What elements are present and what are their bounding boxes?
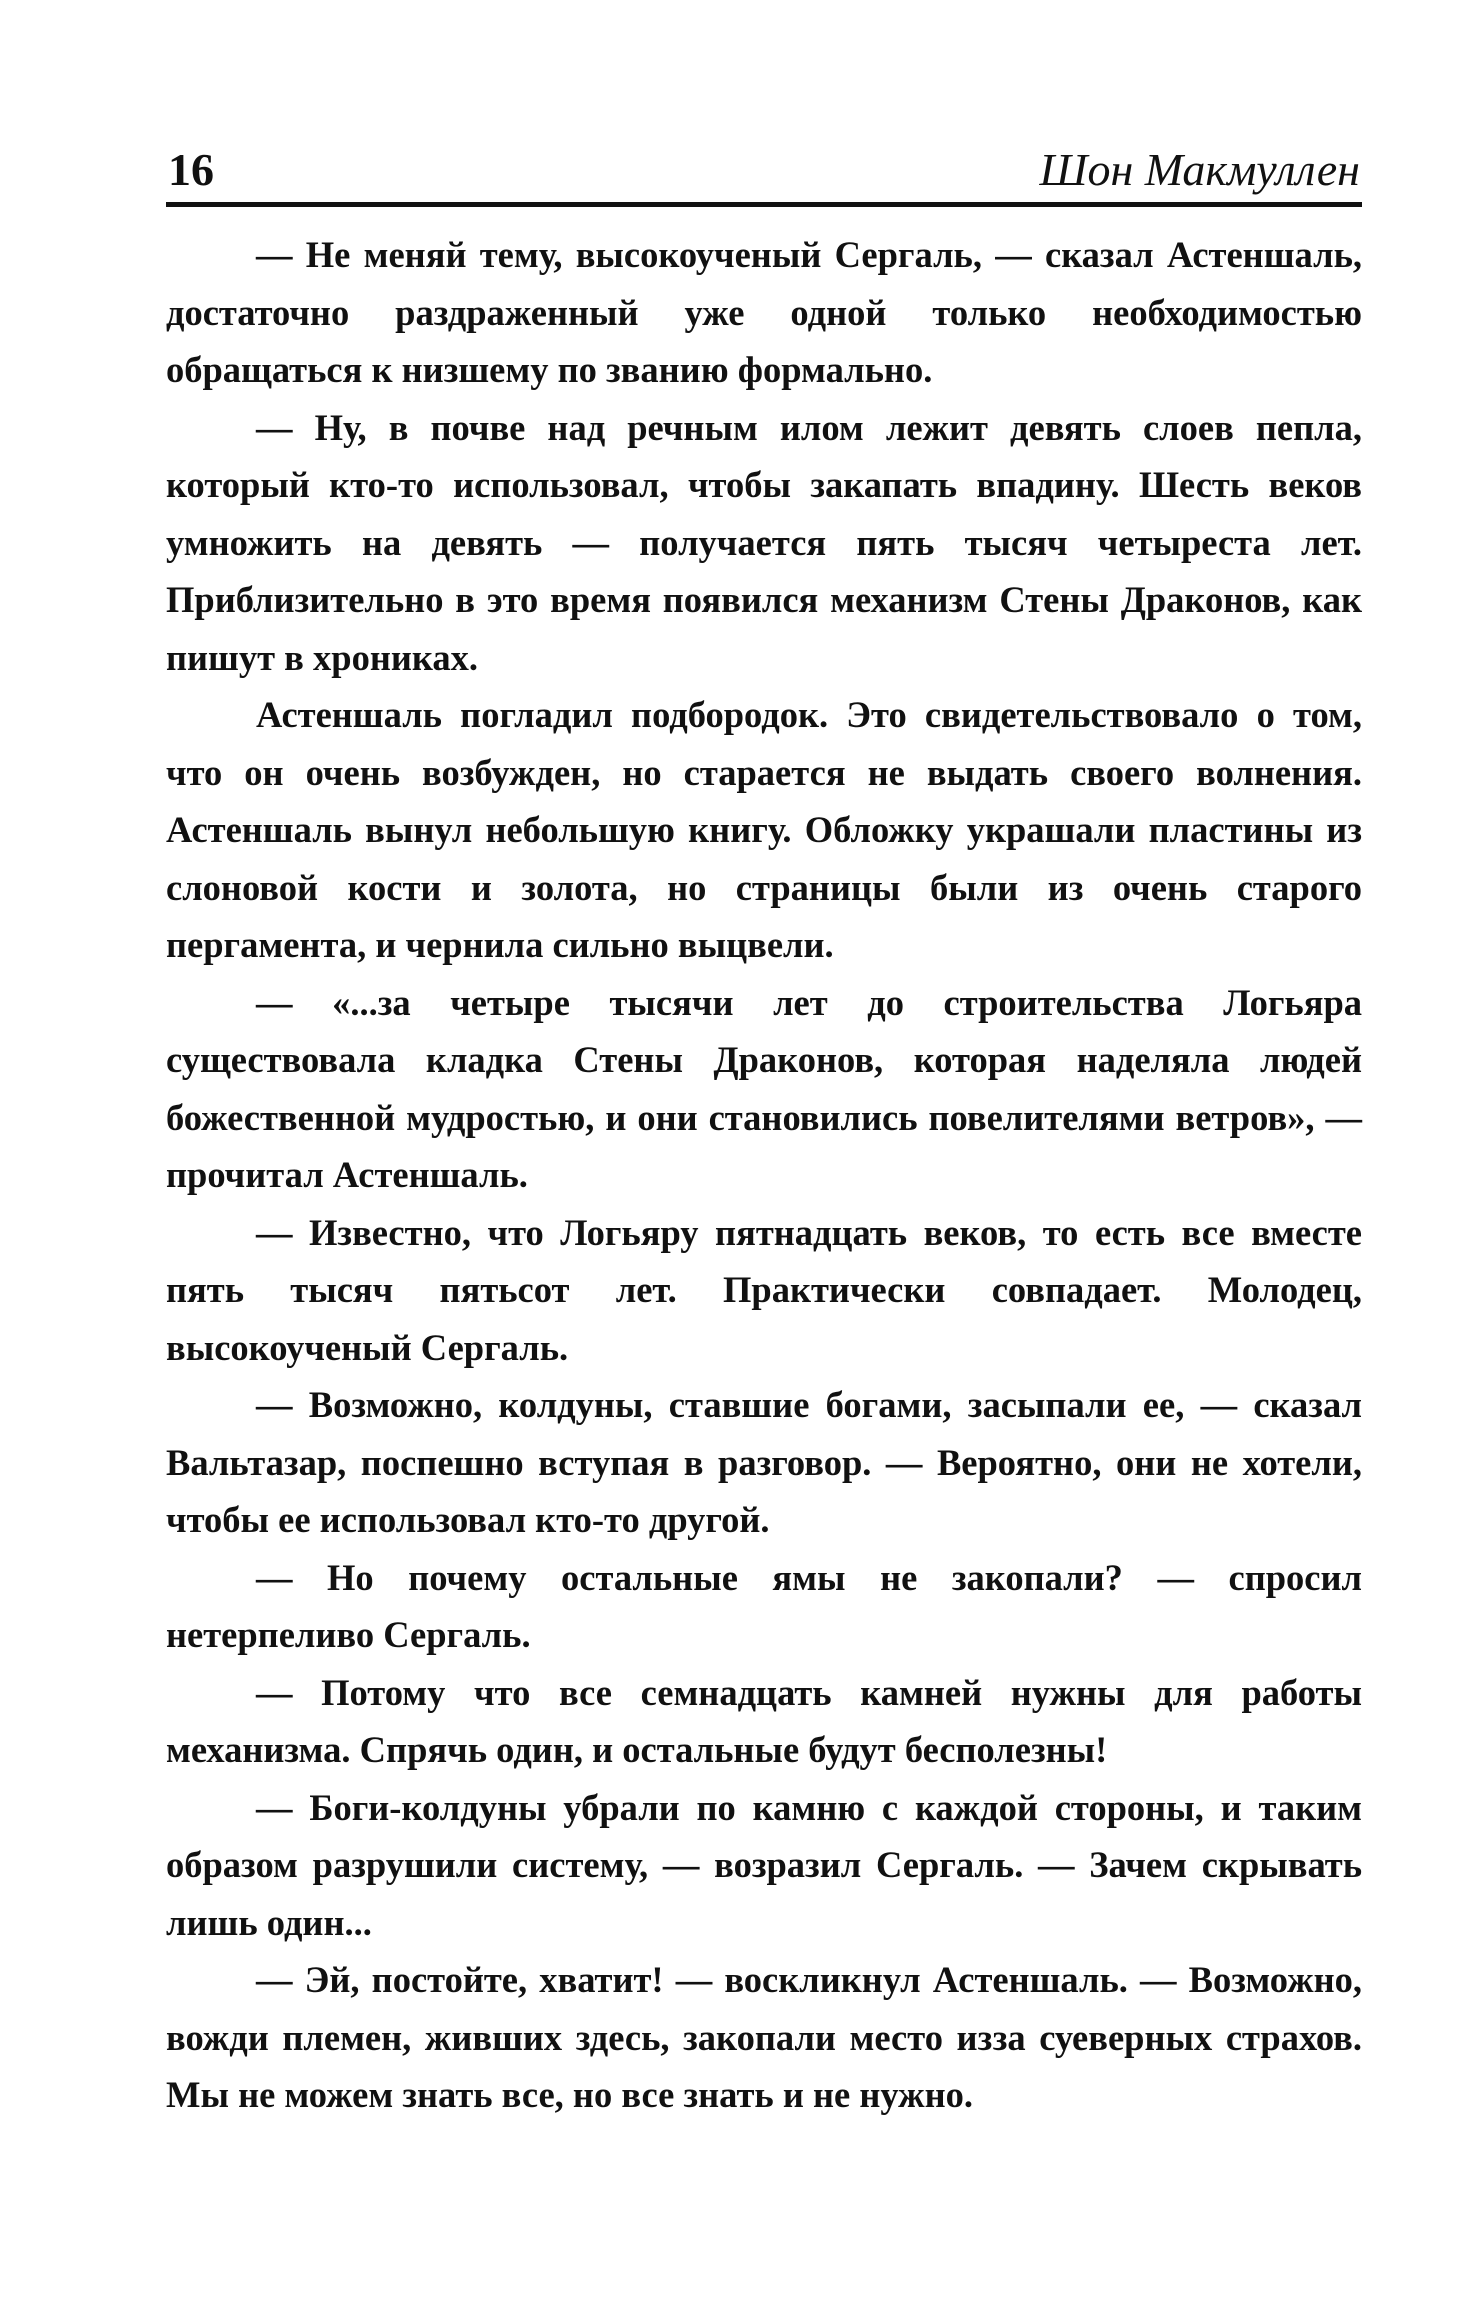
paragraph: — Ну, в почве над речным илом лежит девять слоев пепла, который кто-то использовал, чтобы закапать впадину. Шесть веков умножить на девять — получается пять тысяч четыреста лет. Приблизительно в это время появился механизм Стены Драконов, как пишут в хрониках. [166,406,1362,678]
page-number: 16 [168,144,214,195]
paragraph: — Возможно, колдуны, ставшие богами, засыпали ее, — сказал Вальтазар, поспешно вступая в разговор. — Вероятно, они не хотели, чтобы ее использовал кто-то другой. [166,1384,1362,1540]
paragraph: — Эй, постойте, хватит! — воскликнул Астеншаль. — Возможно, вожди племен, живших здесь, закопали место изза суеверных страхов. Мы не можем знать все, но все знать и не нужно. [166,1959,1362,2115]
body-text [166,226,1362,2124]
paragraph: Астеншаль погладил подбородок. Это свидетельствовало о том, что он очень возбужден, но старается не выдать своего волнения. Астеншаль вынул небольшую книгу. Обложку украшали пластины из слоновой кости и золота, но страницы были из очень старого пергамента, и чернила сильно выцвели. [166,694,1362,965]
paragraph: — Известно, что Логьяру пятнадцать веков, то есть все вместе пять тысяч пятьсот лет. Практически совпадает. Молодец, высокоученый Сергаль. [166,1211,1362,1368]
paragraph: — Потому что все семнадцать камней нужны для работы механизма. Спрячь один, и остальные будут бесполезны! [166,1671,1362,1770]
paragraph: — «...за четыре тысячи лет до строительства Логьяра существовала кладка Стены Драконов, которая наделяла людей божественной мудростью, и они становились повелителями ветров», — прочитал Астеншаль. [166,981,1362,1195]
paragraph: — Но почему остальные ямы не закопали? — спросил нетерпеливо Сергаль. [166,1556,1362,1655]
running-head [168,142,1360,198]
header-rule [166,202,1362,207]
paragraph: — Не меняй тему, высокоученый Сергаль, — сказал Астеншаль, достаточно раздраженный уже одной только необходимостью обращаться к низшему по званию формально. [166,234,1362,390]
paragraph: — Боги-колдуны убрали по камню с каждой стороны, и таким образом разрушили систему, — возразил Сергаль. — Зачем скрывать лишь один... [166,1786,1362,1943]
author-name: Шон Макмуллен [1039,144,1360,195]
